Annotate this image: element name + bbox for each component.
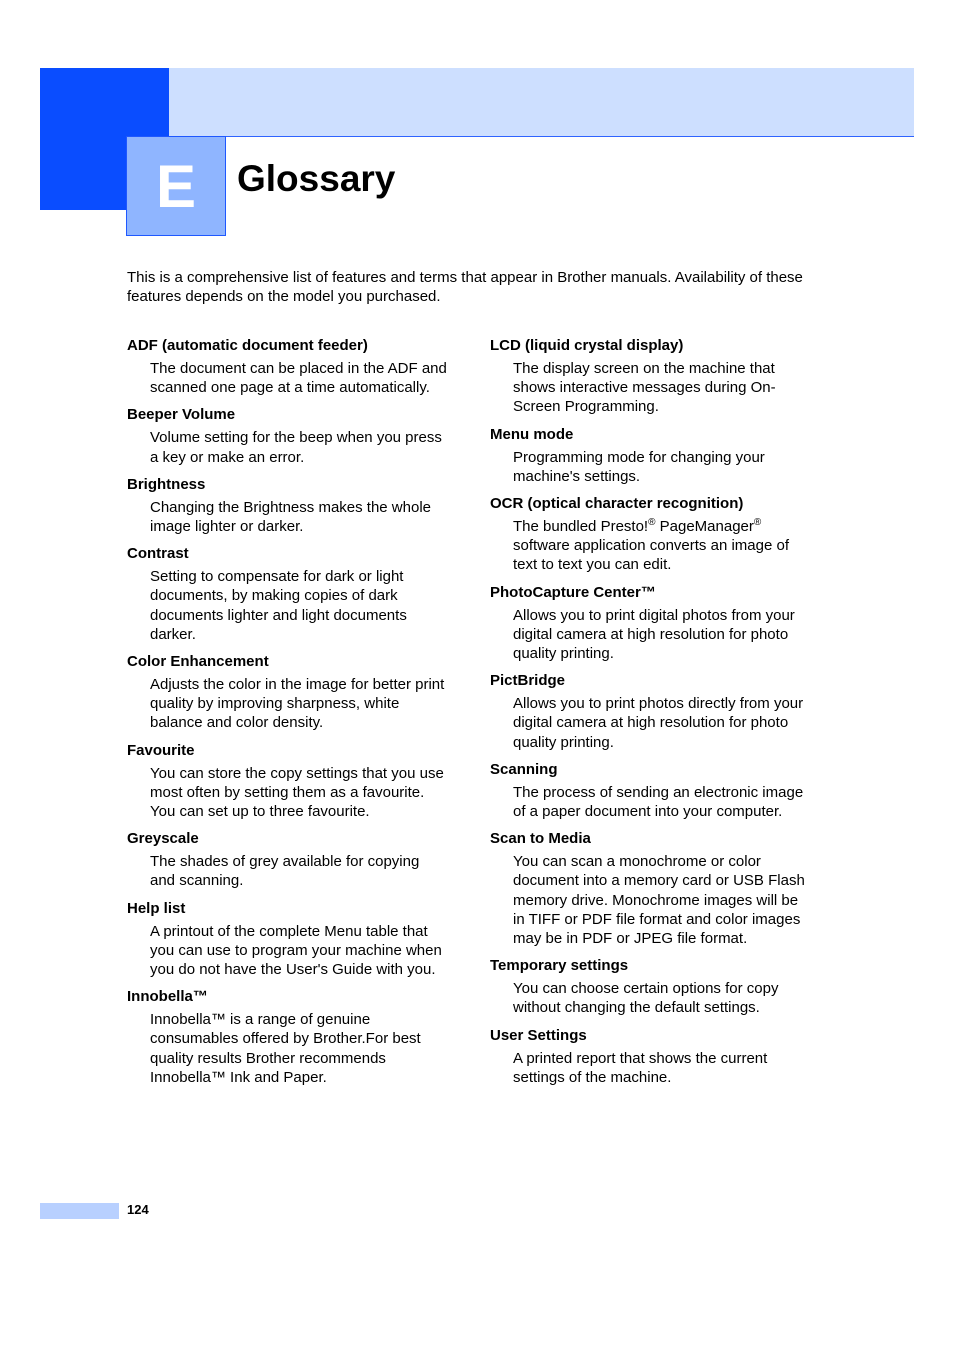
footer-bar bbox=[40, 1203, 119, 1219]
definition-text: software application converts an image of text to text you can edit. bbox=[513, 537, 789, 574]
glossary-term: Menu mode bbox=[490, 425, 574, 443]
glossary-definition: Volume setting for the beep when you press a key or make an error. bbox=[150, 429, 442, 466]
glossary-definition: You can choose certain options for copy without changing the default settings. bbox=[513, 980, 779, 1017]
glossary-definition: The process of sending an electronic image of a paper document into your computer. bbox=[513, 783, 804, 821]
glossary-term: PictBridge bbox=[490, 672, 566, 690]
glossary-term: Favourite bbox=[127, 741, 195, 759]
glossary-term: ADF (automatic document feeder) bbox=[127, 337, 368, 354]
glossary-definition: Setting to compensate for dark or light documents, by making copies of dark documents lighter and light documents darker. bbox=[150, 568, 407, 643]
glossary-term: OCR (optical character recognition) bbox=[490, 495, 744, 513]
glossary-term: LCD (liquid crystal display) bbox=[490, 337, 684, 354]
glossary-definition: You can scan a monochrome or color document into a memory card or USB Flash memory drive. Monochrome images will be in TIFF or PDF file format and color images may be in PDF or JPEG file format. bbox=[513, 853, 805, 948]
glossary-definition: Changing the Brightness makes the whole image lighter or darker. bbox=[150, 498, 432, 536]
glossary-definition: A printout of the complete Menu table that you can use to program your machine when you do not have the User's Guide with you. bbox=[150, 922, 442, 979]
glossary-term: Innobella™ bbox=[127, 988, 208, 1006]
glossary-term: Help list bbox=[127, 899, 186, 917]
glossary-definition: Innobella™ is a range of genuine consumables offered by Brother.For best quality results Brother recommends Innobella™ Ink and Paper. bbox=[150, 1011, 421, 1086]
chapter-letter-box bbox=[126, 136, 226, 236]
glossary-definition: Allows you to print digital photos from your digital camera at high resolution for photo quality printing. bbox=[513, 606, 795, 663]
glossary-term: Contrast bbox=[127, 545, 189, 563]
glossary-definition: Allows you to print photos directly from your digital camera at high resolution for photo quality printing. bbox=[513, 695, 804, 751]
definition-text: The bundled Presto! bbox=[513, 518, 649, 536]
page-number: 124 bbox=[127, 1202, 149, 1217]
glossary-definition: A printed report that shows the current settings of the machine. bbox=[513, 1049, 768, 1086]
glossary-definition: The document can be placed in the ADF and scanned one page at a time automatically. bbox=[150, 360, 447, 397]
chapter-letter: E bbox=[155, 152, 197, 220]
glossary-definition: Programming mode for changing your machine's settings. bbox=[513, 448, 765, 485]
glossary-term: Scan to Media bbox=[490, 830, 591, 848]
glossary-definition bbox=[513, 517, 810, 575]
glossary-definition: Adjusts the color in the image for better print quality by improving sharpness, white balance and color density. bbox=[150, 676, 445, 732]
definition-text: PageManager bbox=[655, 518, 754, 536]
glossary-definition: The shades of grey available for copying and scanning. bbox=[150, 853, 420, 890]
glossary-term: Scanning bbox=[490, 760, 558, 778]
glossary-term: PhotoCapture Center™ bbox=[490, 583, 656, 601]
glossary-column-right bbox=[490, 336, 810, 1087]
glossary-definition: You can store the copy settings that you use most often by setting them as a favourite. You can set up to three favourite. bbox=[150, 764, 444, 821]
header-band bbox=[169, 68, 914, 137]
glossary-term: Greyscale bbox=[127, 830, 199, 848]
glossary-term: Color Enhancement bbox=[127, 653, 269, 671]
glossary-term: Beeper Volume bbox=[127, 406, 236, 424]
glossary-term: Temporary settings bbox=[490, 957, 629, 975]
glossary-definition: The display screen on the machine that shows interactive messages during On-Screen Programming. bbox=[513, 360, 776, 416]
glossary-column-left bbox=[127, 336, 447, 1087]
glossary-term: User Settings bbox=[490, 1026, 587, 1044]
intro-paragraph: This is a comprehensive list of features and terms that appear in Brother manuals. Availability of these features depends on the model you purchased. bbox=[127, 269, 803, 305]
registered-mark: ® bbox=[648, 517, 656, 529]
glossary-term: Brightness bbox=[127, 475, 206, 493]
registered-mark: ® bbox=[753, 517, 762, 529]
page-title: Glossary bbox=[237, 158, 396, 199]
